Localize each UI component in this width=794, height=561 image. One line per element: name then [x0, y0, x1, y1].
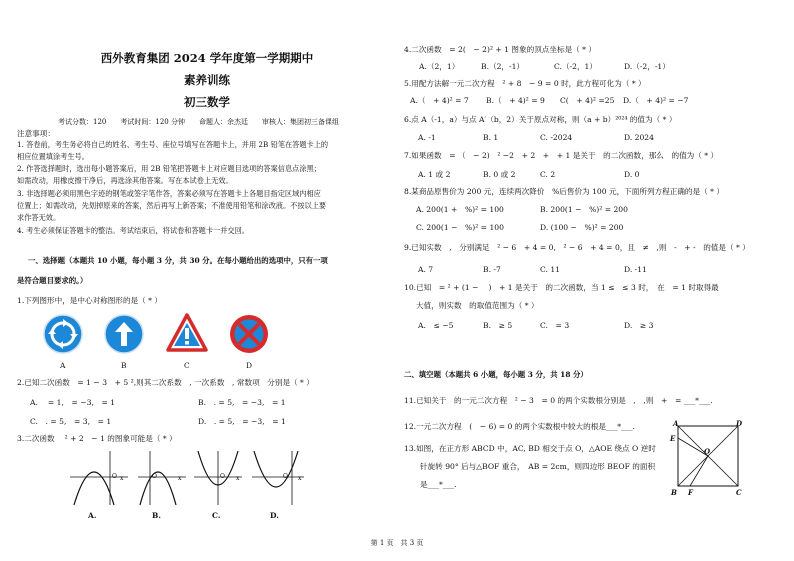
- q3-axis-x: x: [298, 475, 302, 482]
- q3-axis-x: x: [236, 475, 240, 482]
- q3-axis-o: O: [152, 473, 157, 480]
- q4-option-b: B.（2，-1）: [481, 62, 525, 71]
- q5-option-c: C( + 4)² =25: [560, 96, 615, 105]
- point-d: D: [736, 419, 743, 428]
- note-line: 2. 作答选择题时，选出每小题答案后，用 2B 铅笔把答题卡上对应题目选项的答案信息点涂黑；: [17, 164, 321, 173]
- q9-option-c: C. 11: [540, 265, 561, 274]
- q6-option-a: A. -1: [418, 133, 436, 142]
- q10-option-d: D. ≥ 3: [624, 321, 654, 330]
- q1-label-b: B: [121, 361, 127, 370]
- q4-option-c: C.（-2，1）: [554, 62, 597, 71]
- note-line: 位置上；如需改动，先划掉原来的答案，然后再写上新答案；不准使用铅笔和涂改液。不按以上要: [17, 201, 327, 210]
- q5-option-a: A.（ + 4)² = 7: [410, 96, 469, 105]
- q3-stem: 3.二次函数 ² + 2 − 1 的图象可能是（ * ）: [17, 434, 177, 443]
- q13-stem-cont: 针旋转 90° 后与△BOF 重合， AB = 2cm，则四边形 BEOF 的面积: [420, 462, 656, 471]
- q3-axis-x: x: [178, 475, 182, 482]
- q8-stem: 8.某商品原售价为 200 元，连续两次降价 %后售价为 100 元，下面所列方程正确的是（ * ）: [404, 187, 724, 196]
- q10-option-b: B. ≥ 5: [483, 321, 513, 330]
- q6-option-d: D. 2024: [624, 133, 654, 142]
- q13-stem-cont: 是___*___.: [420, 480, 457, 489]
- q10-option-c: C. = 3: [540, 321, 570, 330]
- q3-label-c: C.: [212, 511, 221, 520]
- q5-option-b: B.（ + 4)² = 9: [486, 96, 545, 105]
- circular-arrows-sign-icon: [43, 314, 83, 354]
- q6-stem: 6.点 A（-1，a）与点 A′（b，2）关于原点对称，则（a + b）²⁰²⁴ 的值为（ * ）: [404, 115, 677, 124]
- q3-label-a: A.: [88, 511, 97, 520]
- q8-option-a: A. 200(1 + %)² = 100: [416, 205, 504, 214]
- q10-stem-cont: 大值，则实数 的取值范围为（ * ）: [416, 301, 539, 310]
- note-line: 4. 考生必须保证答题卡的整洁。考试结束后，将试卷和答题卡一并交回。: [17, 226, 249, 235]
- page-title-line1: 西外教育集团 2024 学年度第一学期期中: [100, 51, 314, 65]
- q11-stem: 11.已知关于 的一元二次方程 ² − 3 = 0 的两个实数根分别是 , ,则 + = ___*___.: [404, 396, 713, 405]
- warning-triangle-sign-icon: [166, 313, 208, 353]
- q2-option-d: D. . = 5, = −3, = 1: [198, 417, 286, 426]
- point-o: O: [704, 447, 711, 456]
- q3-axis-o: O: [112, 473, 117, 480]
- note-line: 1. 答卷前，考生务必将自己的姓名、考生号、座位号填写在答题卡上，并用 2B 铅笔在答题卡上的: [17, 140, 329, 149]
- q4-option-d: D.（-2，-1）: [624, 62, 670, 71]
- section2-heading: 二、填空题（本题共 6 小题，每小题 3 分，共 18 分）: [404, 370, 588, 379]
- no-stopping-sign-icon: [229, 314, 269, 354]
- q7-option-d: D. 0: [624, 170, 640, 179]
- q2-option-b: B. . = 5, = −3, = 1: [198, 398, 286, 407]
- q2-stem: 2.已知二次函数 = 1 − 3 + 5 ²,则其二次系数 , 一次系数 , 常数项 分别是（ * ）: [17, 378, 314, 387]
- square-diagram: [672, 422, 744, 494]
- q3-axis-x: x: [120, 475, 124, 482]
- q8-option-d: D. (100 − %)² = 200: [540, 223, 624, 232]
- note-line: 3. 非选择题必须用黑色字迹的钢笔或签字笔作答，答案必须写在答题卡上各题目指定区域内相应: [17, 189, 321, 198]
- note-line: 如需改动，用橡皮擦干净后，再选涂其他答案。写在本试卷上无效。: [17, 176, 233, 185]
- q4-option-a: A.（2，1）: [419, 62, 460, 71]
- q1-label-d: D: [246, 361, 253, 370]
- q3-axis-o: O: [283, 473, 288, 480]
- section1-heading-cont: 是符合题目要求的。）: [17, 276, 88, 285]
- q1-stem: 1.下列图形中，是中心对称图形的是（ * ）: [17, 296, 162, 305]
- q9-option-a: A. 7: [418, 265, 434, 274]
- q7-option-a: A. 1 或 2: [418, 170, 451, 179]
- point-b: B: [671, 488, 677, 497]
- q3-label-b: B.: [152, 511, 161, 520]
- point-f: F: [688, 488, 693, 497]
- q4-stem: 4.二次函数 = 2( − 2)² + 1 图象的顶点坐标是（ * ）: [404, 45, 596, 54]
- q7-option-c: C. 2: [540, 170, 556, 179]
- straight-arrow-sign-icon: [104, 314, 144, 354]
- q9-option-d: D. -11: [624, 265, 647, 274]
- q7-stem: 7.如果函数 = （ − 2) ² −2 + 2 + + 1 是关于 的二次函数，那么 的值为（ * ）: [404, 151, 719, 160]
- q10-option-a: A. ≤ −5: [418, 321, 454, 330]
- point-a: A: [673, 419, 679, 428]
- notes-title: 注意事项：: [17, 129, 55, 138]
- exam-info: 考试分数：120 考试时间：120 分钟 命题人：余杰廷 审核人：集团初三备课组: [58, 118, 339, 126]
- page-title-line3: 初三数学: [184, 95, 230, 109]
- q2-option-a: A. = 1, = −3, = 1: [30, 398, 116, 407]
- q6-option-c: C. -2024: [540, 133, 573, 142]
- q12-stem: 12.一元二次方程 ( − 6) = 0 的两个实数根中较大的根是___*___.: [404, 422, 635, 431]
- q10-stem: 10.已知 = ² + (1 − ) + 1 是关于 的二次函数，当 1 ≤ ≤ 3 时， 在 = 1 时取得最: [404, 283, 719, 292]
- page-number: 第 1 页 共 3 页: [370, 539, 424, 547]
- point-e: E: [670, 434, 676, 443]
- q1-label-a: A: [60, 361, 66, 370]
- note-line: 求作答无效。: [17, 213, 61, 222]
- q1-label-c: C: [184, 361, 190, 370]
- q8-option-c: C. 200(1 − %)² = 100: [416, 223, 504, 232]
- q5-stem: 5.用配方法解一元二次方程 ² + 8 − 9 = 0 时，此方程可化为（ * ）: [404, 79, 646, 88]
- section1-heading: 一、选择题（本题共 10 小题，每小题 3 分，共 30 分。在每小题给出的选项中，只有一项: [28, 256, 328, 265]
- q6-option-b: B. 1: [483, 133, 499, 142]
- q7-option-b: B. 0 或 2: [483, 170, 516, 179]
- point-c: C: [736, 488, 742, 497]
- q3-axis-o: O: [220, 473, 225, 480]
- q5-option-d: D.（ + 4)² = −7: [623, 96, 689, 105]
- q8-option-b: B. 200(1 − %)² = 200: [540, 205, 628, 214]
- q3-label-d: D.: [270, 511, 279, 520]
- note-line: 相应位置填涂考生号。: [17, 152, 89, 161]
- q2-option-c: C. . = 5, = 3, = 1: [30, 417, 112, 426]
- page-title-line2: 素养训练: [184, 73, 230, 87]
- q9-stem: 9.已知实数 , 分别满足 ² − 6 + 4 = 0, ² − 6 + 4 = 0，且 ≠ ,则 - + - 的值是（ * ）: [404, 243, 750, 252]
- q13-stem: 13.如图，在正方形 ABCD 中，AC, BD 相交于点 O，△AOE 绕点 O 逆时: [404, 444, 656, 453]
- q9-option-b: B. -7: [483, 265, 501, 274]
